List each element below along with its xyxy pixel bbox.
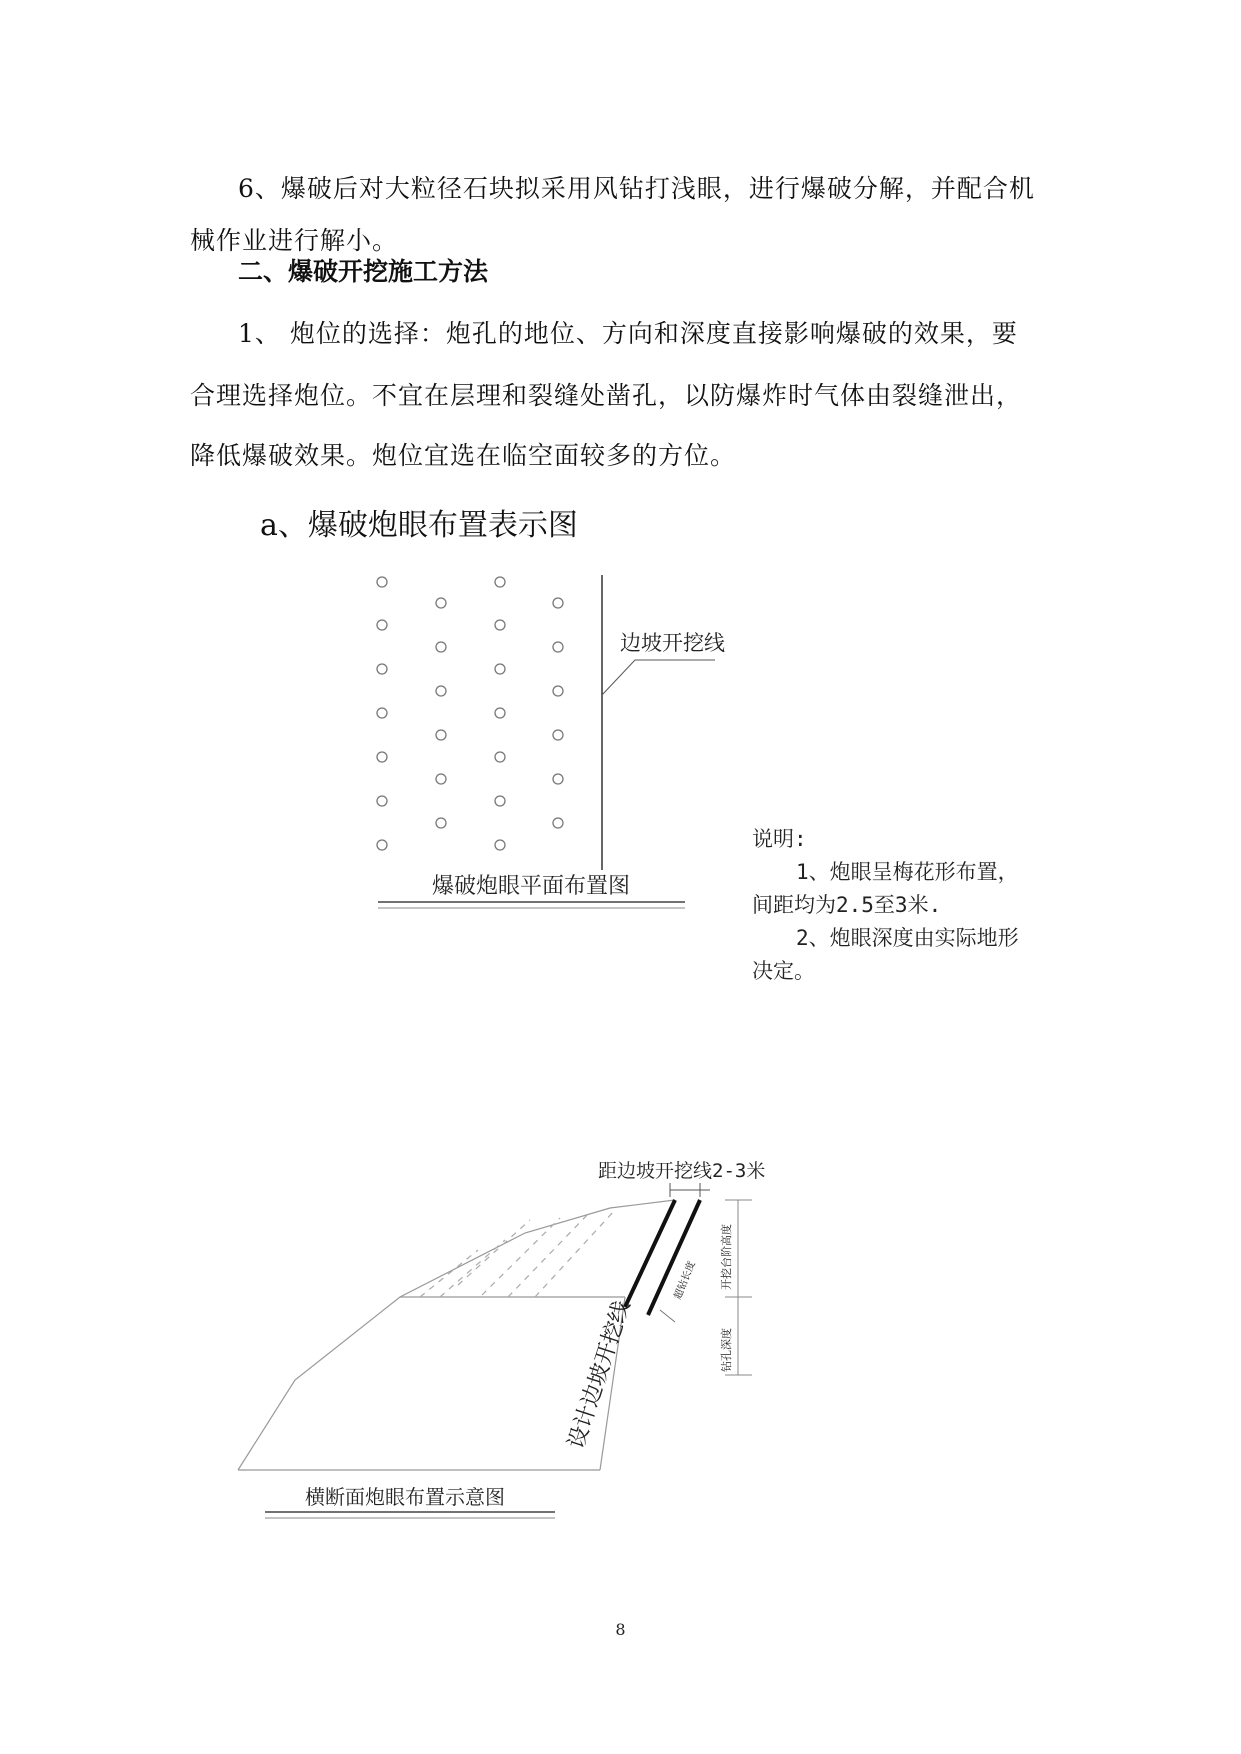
note-item-1b: 间距均为2.5至3米. (752, 893, 942, 917)
hole-depth-label: 钻孔深度 (720, 1328, 733, 1372)
design-slope-label: 设计边坡开挖线 (563, 1297, 636, 1452)
blast-hole-grid (377, 577, 563, 850)
paragraph-6-line-2: 械作业进行解小。 (190, 226, 399, 255)
figure-a-title: a、爆破炮眼布置表示图 (260, 508, 578, 543)
paragraph-6-line-1: 6、爆破后对大粒径石块拟采用风钻打浅眼，进行爆破分解，并配合机 (238, 174, 1035, 203)
cross-section-caption: 横断面炮眼布置示意图 (305, 1485, 505, 1509)
paragraph-1-line-3: 降低爆破效果。炮位宜选在临空面较多的方位。 (190, 441, 737, 470)
slope-line-label: 边坡开挖线 (620, 631, 725, 655)
step-height-label: 开挖台阶高度 (720, 1224, 733, 1290)
note-item-2a: 2、炮眼深度由实际地形 (796, 926, 1019, 950)
page-number: 8 (615, 1620, 626, 1639)
overdrill-label: 超钻长度 (672, 1259, 698, 1302)
section-heading: 二、爆破开挖施工方法 (238, 257, 489, 286)
note-title: 说明: (752, 827, 807, 851)
paragraph-1-line-1: 1、 炮位的选择：炮孔的地位、方向和深度直接影响爆破的效果，要 (238, 319, 1018, 348)
slope-line-leader (602, 660, 715, 695)
note-item-2b: 决定。 (752, 959, 815, 983)
plan-caption: 爆破炮眼平面布置图 (432, 874, 631, 899)
distance-label: 距边坡开挖线2-3米 (598, 1160, 766, 1182)
note-item-1a: 1、炮眼呈梅花形布置， (796, 860, 1019, 884)
paragraph-1-line-2: 合理选择炮位。不宜在层理和裂缝处凿孔，以防爆炸时气体由裂缝泄出， (190, 381, 1023, 410)
figure-note (752, 823, 1072, 988)
